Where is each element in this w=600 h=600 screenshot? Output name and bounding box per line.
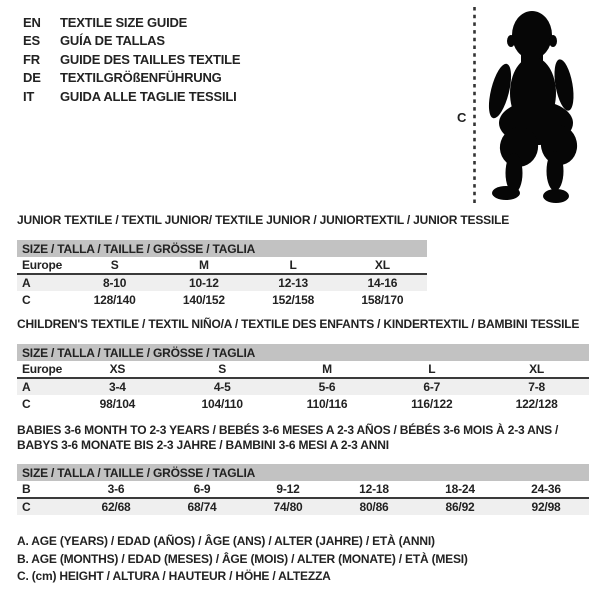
row-label: A: [22, 380, 31, 394]
lang-label: GUÍA DE TALLAS: [60, 33, 165, 49]
height-cell: 128/140: [93, 292, 136, 307]
age-cell: 9-12: [276, 482, 300, 496]
language-title-list: [23, 13, 240, 106]
height-cell: 98/104: [99, 396, 136, 411]
size-cell: M: [198, 258, 209, 272]
legend-c: C. (cm) HEIGHT / ALTURA / HAUTEUR / HÖHE / ALTEZZA: [17, 569, 331, 583]
children-table-title: CHILDREN'S TEXTILE / TEXTIL NIÑO/A / TEXTILE DES ENFANTS / KINDERTEXTIL / BAMBINI TESSILE: [17, 317, 580, 331]
lang-label: GUIDA ALLE TAGLIE TESSILI: [60, 88, 237, 104]
row-label: Europe: [22, 258, 63, 272]
age-cell: 18-24: [445, 482, 475, 496]
size-header-row: [17, 240, 427, 257]
size-header-bar: SIZE / TALLA / TAILLE / GRÖSSE / TAGLIA: [17, 344, 589, 361]
row-label: B: [22, 482, 31, 496]
babies-table-title-line1: BABIES 3-6 MONTH TO 2-3 YEARS / BEBÉS 3-6 MESES A 2-3 AÑOS / BÉBÉS 3-6 MOIS À 2-3 ANS /: [17, 423, 559, 437]
lang-row-fr: [23, 50, 240, 69]
size-cell: XL: [529, 362, 545, 376]
row-label: C: [22, 396, 31, 411]
age-cell: 8-10: [103, 276, 127, 290]
height-cell: 122/128: [515, 396, 558, 411]
lang-code: DE: [23, 70, 41, 86]
height-cell: 92/98: [531, 500, 561, 514]
age-cell: 14-16: [367, 276, 398, 290]
children-size-table: [17, 344, 589, 412]
europe-row: [17, 361, 589, 378]
junior-table-section: [17, 213, 509, 308]
measure-label-c: C: [457, 110, 467, 125]
lang-code: EN: [23, 14, 41, 30]
size-cell: L: [428, 362, 436, 376]
size-cell: S: [218, 362, 227, 376]
age-cell: 12-13: [278, 276, 308, 290]
babies-size-table: [17, 464, 589, 515]
height-cell: 158/170: [361, 292, 404, 307]
age-cell: 4-5: [213, 380, 231, 394]
size-header-bar: SIZE / TALLA / TAILLE / GRÖSSE / TAGLIA: [17, 464, 589, 481]
lang-row-it: [23, 87, 240, 106]
height-cell: 62/68: [101, 500, 131, 514]
size-header-row: [17, 464, 589, 481]
height-cell: 116/122: [411, 396, 453, 411]
lang-label: GUIDE DES TAILLES TEXTILE: [60, 51, 241, 67]
size-header-row: [17, 344, 589, 361]
size-cell: M: [322, 362, 332, 376]
row-label: Europe: [22, 362, 63, 376]
age-cell: 3-6: [107, 482, 125, 496]
height-cell: 110/116: [306, 396, 348, 411]
age-cell: 12-18: [359, 482, 389, 496]
lang-label: TEXTILE SIZE GUIDE: [60, 14, 188, 30]
row-label: C: [22, 292, 31, 307]
lang-label: TEXTILGRÖßENFÜHRUNG: [60, 70, 222, 86]
height-cell: 86/92: [445, 500, 475, 514]
lang-code: ES: [23, 33, 40, 49]
age-cell: 6-9: [193, 482, 211, 496]
height-cell: 140/152: [182, 292, 225, 307]
age-cell: 6-7: [423, 380, 441, 394]
age-row: [17, 274, 427, 291]
size-cell: XS: [109, 362, 126, 376]
row-label: C: [22, 500, 31, 514]
height-row: [17, 291, 427, 308]
age-row: [17, 378, 589, 395]
height-cell: 80/86: [359, 500, 389, 514]
legend-a: A. AGE (YEARS) / EDAD (AÑOS) / ÂGE (ANS) / ALTER (JAHRE) / ETÀ (ANNI): [17, 534, 435, 548]
age-cell: 24-36: [531, 482, 561, 496]
height-row: [17, 498, 589, 515]
height-row: [17, 395, 589, 412]
lang-code: FR: [23, 51, 40, 67]
toddler-silhouette-svg: [450, 3, 595, 208]
height-cell: 74/80: [273, 500, 303, 514]
age-cell: 5-6: [318, 380, 336, 394]
lang-code: IT: [23, 88, 35, 104]
height-cell: 68/74: [187, 500, 217, 514]
age-cell: 10-12: [189, 276, 219, 290]
size-header-bar: SIZE / TALLA / TAILLE / GRÖSSE / TAGLIA: [17, 240, 427, 257]
size-cell: S: [110, 258, 119, 272]
height-cell: 152/158: [272, 292, 315, 307]
lang-row-es: [23, 32, 240, 51]
babies-table-section: [17, 423, 589, 515]
lang-row-de: [23, 69, 240, 88]
age-cell: 3-4: [109, 380, 126, 394]
legend: [17, 533, 468, 586]
children-table-section: [17, 317, 589, 412]
height-cell: 104/110: [201, 396, 243, 411]
height-figure: [450, 3, 595, 208]
europe-row: [17, 257, 427, 274]
row-label: A: [22, 276, 31, 290]
legend-b: B. AGE (MONTHS) / EDAD (MESES) / ÂGE (MOIS) / ALTER (MONATE) / ETÀ (MESI): [17, 551, 468, 566]
lang-row-en: [23, 13, 240, 32]
size-cell: L: [289, 258, 297, 272]
toddler-silhouette: [484, 11, 580, 203]
babies-table-title-line2: BABYS 3-6 MONATE BIS 2-3 JAHRE / BAMBINI 3-6 MESI A 2-3 ANNI: [17, 438, 389, 452]
junior-size-table: [17, 240, 427, 308]
size-cell: XL: [374, 258, 390, 272]
junior-table-title: JUNIOR TEXTILE / TEXTIL JUNIOR/ TEXTILE JUNIOR / JUNIORTEXTIL / JUNIOR TESSILE: [17, 213, 510, 227]
age-months-row: [17, 481, 589, 498]
age-cell: 7-8: [528, 380, 545, 394]
